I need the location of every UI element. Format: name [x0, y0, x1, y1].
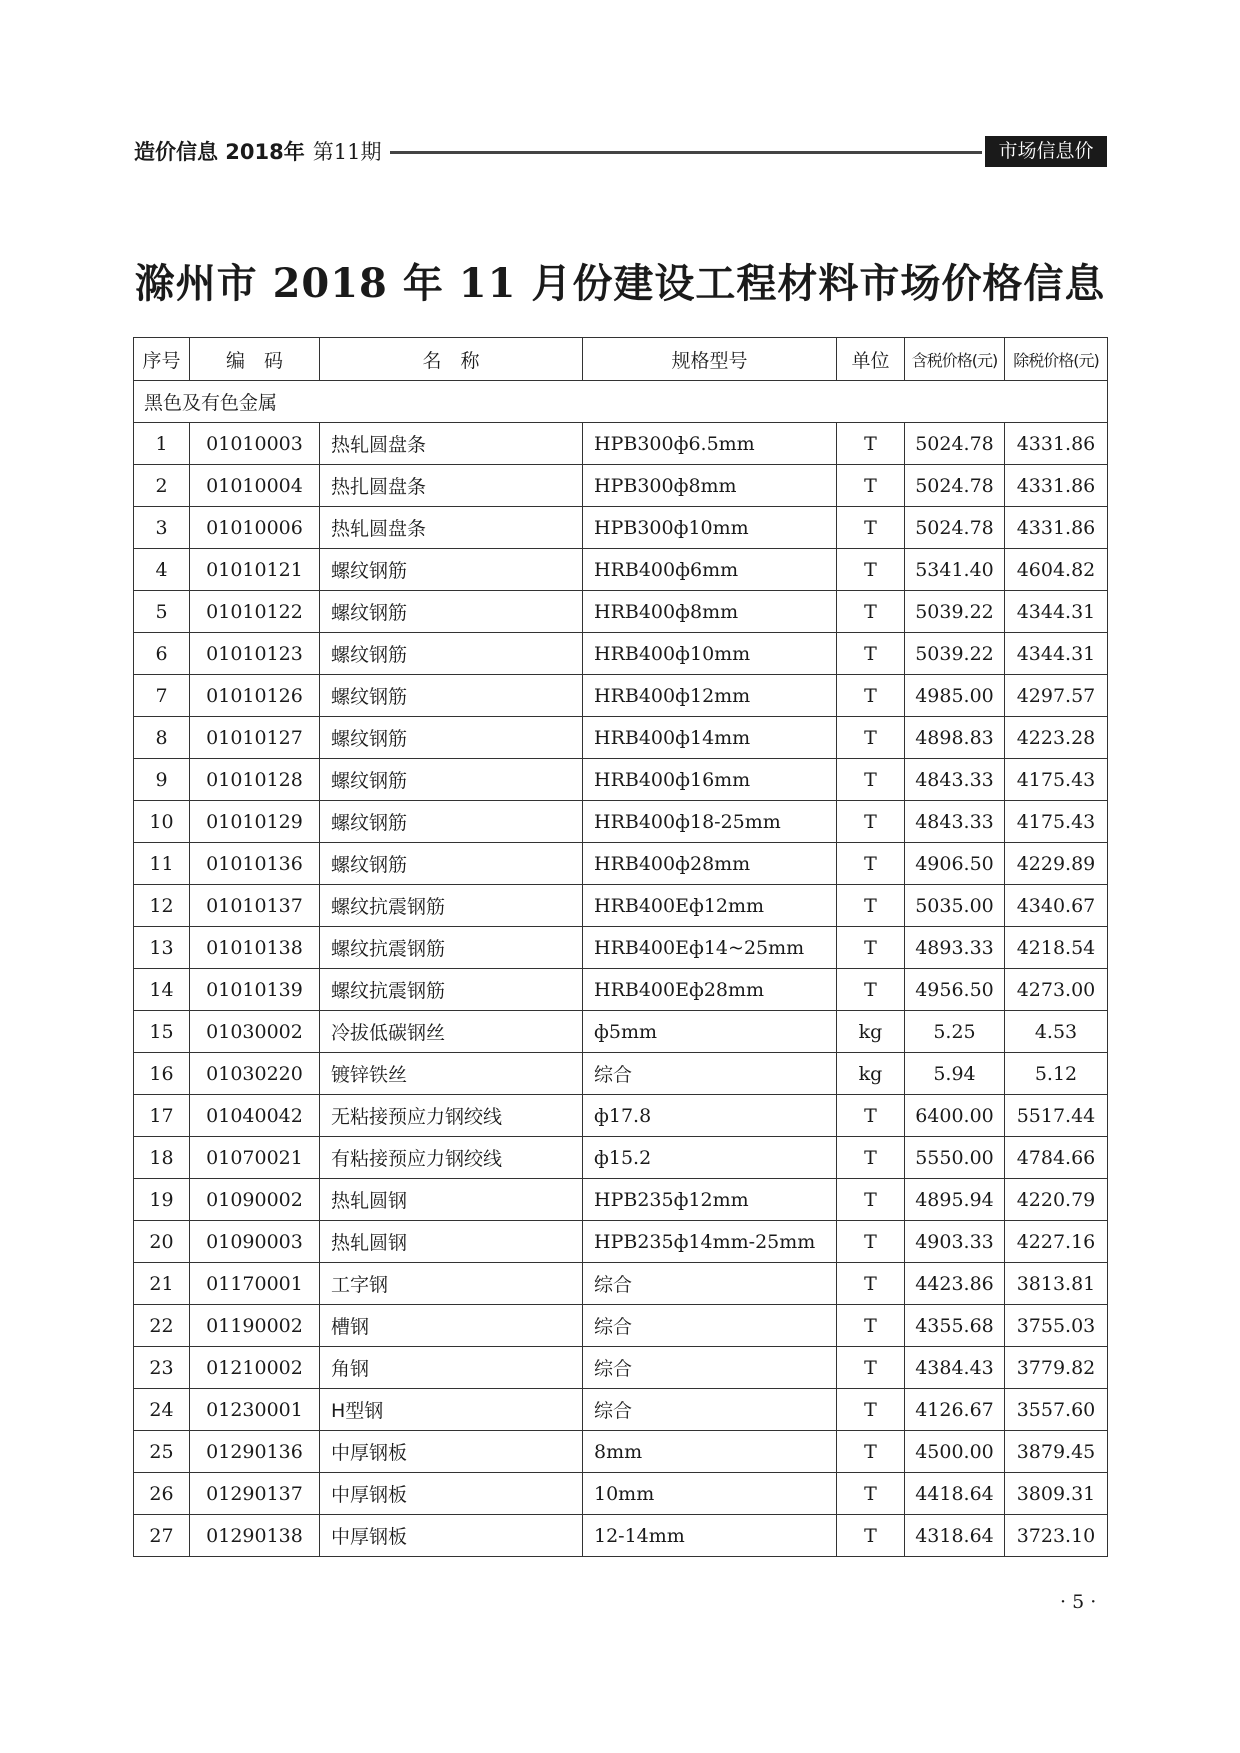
- row-index: 5: [134, 591, 190, 633]
- item-unit: T: [837, 549, 905, 591]
- item-name: 螺纹钢筋: [320, 759, 583, 801]
- item-spec: 综合: [583, 1347, 837, 1389]
- item-unit: T: [837, 423, 905, 465]
- table-row: [134, 885, 1108, 927]
- item-unit: T: [837, 1347, 905, 1389]
- price-with-tax: 6400.00: [905, 1095, 1005, 1137]
- item-name: 螺纹钢筋: [320, 633, 583, 675]
- price-with-tax: 4843.33: [905, 801, 1005, 843]
- row-index: 18: [134, 1137, 190, 1179]
- item-name: 热轧圆盘条: [320, 507, 583, 549]
- price-without-tax: 4331.86: [1005, 507, 1108, 549]
- item-code: 01290136: [190, 1431, 320, 1473]
- item-unit: T: [837, 969, 905, 1011]
- price-with-tax: 4893.33: [905, 927, 1005, 969]
- item-spec: HRB400ф16mm: [583, 759, 837, 801]
- table-row: [134, 1221, 1108, 1263]
- page-number: · 5 ·: [1060, 1591, 1097, 1613]
- price-with-tax: 4384.43: [905, 1347, 1005, 1389]
- item-unit: T: [837, 1179, 905, 1221]
- price-without-tax: 5.12: [1005, 1053, 1108, 1095]
- item-spec: HRB400ф6mm: [583, 549, 837, 591]
- table-row: [134, 591, 1108, 633]
- price-without-tax: 4220.79: [1005, 1179, 1108, 1221]
- row-index: 21: [134, 1263, 190, 1305]
- item-name: 槽钢: [320, 1305, 583, 1347]
- item-code: 01210002: [190, 1347, 320, 1389]
- item-unit: T: [837, 1263, 905, 1305]
- item-name: 无粘接预应力钢绞线: [320, 1095, 583, 1137]
- row-index: 24: [134, 1389, 190, 1431]
- item-name: 螺纹钢筋: [320, 591, 583, 633]
- section-badge: 市场信息价: [985, 136, 1107, 167]
- item-spec: HRB400ф8mm: [583, 591, 837, 633]
- item-name: 角钢: [320, 1347, 583, 1389]
- item-code: 01010004: [190, 465, 320, 507]
- item-unit: T: [837, 927, 905, 969]
- col-header: 编 码: [190, 338, 320, 381]
- table-row: [134, 1473, 1108, 1515]
- price-with-tax: 4903.33: [905, 1221, 1005, 1263]
- issue-number: 第11期: [312, 140, 382, 164]
- item-name: 镀锌铁丝: [320, 1053, 583, 1095]
- col-header: 单位: [837, 338, 905, 381]
- price-without-tax: 3557.60: [1005, 1389, 1108, 1431]
- item-spec: 10mm: [583, 1473, 837, 1515]
- row-index: 2: [134, 465, 190, 507]
- price-with-tax: 5550.00: [905, 1137, 1005, 1179]
- item-code: 01170001: [190, 1263, 320, 1305]
- price-with-tax: 4956.50: [905, 969, 1005, 1011]
- item-spec: HPB300ф6.5mm: [583, 423, 837, 465]
- item-spec: HRB400Eф14~25mm: [583, 927, 837, 969]
- price-without-tax: 3723.10: [1005, 1515, 1108, 1557]
- item-spec: ф15.2: [583, 1137, 837, 1179]
- item-spec: HPB235ф14mm-25mm: [583, 1221, 837, 1263]
- item-spec: ф17.8: [583, 1095, 837, 1137]
- item-name: 螺纹钢筋: [320, 675, 583, 717]
- row-index: 6: [134, 633, 190, 675]
- item-unit: T: [837, 1095, 905, 1137]
- item-unit: T: [837, 591, 905, 633]
- table-row: [134, 633, 1108, 675]
- item-unit: T: [837, 465, 905, 507]
- price-without-tax: 3879.45: [1005, 1431, 1108, 1473]
- table-row: [134, 969, 1108, 1011]
- price-with-tax: 4906.50: [905, 843, 1005, 885]
- price-without-tax: 4.53: [1005, 1011, 1108, 1053]
- price-with-tax: 5035.00: [905, 885, 1005, 927]
- item-name: 工字钢: [320, 1263, 583, 1305]
- item-spec: HRB400Eф12mm: [583, 885, 837, 927]
- item-code: 01010006: [190, 507, 320, 549]
- item-unit: T: [837, 1137, 905, 1179]
- table-row: [134, 1263, 1108, 1305]
- item-code: 01010121: [190, 549, 320, 591]
- item-code: 01010137: [190, 885, 320, 927]
- row-index: 8: [134, 717, 190, 759]
- row-index: 14: [134, 969, 190, 1011]
- item-spec: HRB400ф12mm: [583, 675, 837, 717]
- item-code: 01290137: [190, 1473, 320, 1515]
- item-unit: T: [837, 1389, 905, 1431]
- item-spec: HPB235ф12mm: [583, 1179, 837, 1221]
- table-row: [134, 801, 1108, 843]
- row-index: 7: [134, 675, 190, 717]
- item-code: 01040042: [190, 1095, 320, 1137]
- table-row: [134, 1515, 1108, 1557]
- price-without-tax: 4229.89: [1005, 843, 1108, 885]
- item-spec: 综合: [583, 1263, 837, 1305]
- table-row: [134, 1095, 1108, 1137]
- price-without-tax: 4784.66: [1005, 1137, 1108, 1179]
- item-spec: HRB400ф18-25mm: [583, 801, 837, 843]
- item-code: 01010003: [190, 423, 320, 465]
- item-unit: T: [837, 1473, 905, 1515]
- col-header: 名 称: [320, 338, 583, 381]
- item-code: 01090002: [190, 1179, 320, 1221]
- table-row: [134, 843, 1108, 885]
- item-unit: T: [837, 1431, 905, 1473]
- item-name: 冷拔低碳钢丝: [320, 1011, 583, 1053]
- item-code: 01090003: [190, 1221, 320, 1263]
- price-without-tax: 3779.82: [1005, 1347, 1108, 1389]
- table-row: [134, 1389, 1108, 1431]
- item-name: 热轧圆盘条: [320, 423, 583, 465]
- price-with-tax: 4126.67: [905, 1389, 1005, 1431]
- price-with-tax: 5341.40: [905, 549, 1005, 591]
- price-with-tax: 5039.22: [905, 591, 1005, 633]
- table-row: [134, 423, 1108, 465]
- row-index: 26: [134, 1473, 190, 1515]
- item-name: 螺纹抗震钢筋: [320, 969, 583, 1011]
- item-code: 01010139: [190, 969, 320, 1011]
- table-row: [134, 1179, 1108, 1221]
- item-spec: 8mm: [583, 1431, 837, 1473]
- item-code: 01010123: [190, 633, 320, 675]
- table-row: [134, 1137, 1108, 1179]
- row-index: 15: [134, 1011, 190, 1053]
- item-spec: HPB300ф8mm: [583, 465, 837, 507]
- price-with-tax: 4318.64: [905, 1515, 1005, 1557]
- table-row: [134, 1053, 1108, 1095]
- header-rule: [390, 151, 982, 154]
- price-without-tax: 4344.31: [1005, 633, 1108, 675]
- item-spec: 12-14mm: [583, 1515, 837, 1557]
- item-spec: 综合: [583, 1389, 837, 1431]
- item-name: 热轧圆钢: [320, 1179, 583, 1221]
- col-header: 规格型号: [583, 338, 837, 381]
- item-code: 01030002: [190, 1011, 320, 1053]
- item-name: 螺纹抗震钢筋: [320, 885, 583, 927]
- price-with-tax: 4898.83: [905, 717, 1005, 759]
- item-code: 01290138: [190, 1515, 320, 1557]
- item-name: 螺纹钢筋: [320, 801, 583, 843]
- price-with-tax: 4418.64: [905, 1473, 1005, 1515]
- table-row: [134, 465, 1108, 507]
- item-spec: HRB400ф10mm: [583, 633, 837, 675]
- price-table: [133, 337, 1108, 1557]
- table-row: [134, 507, 1108, 549]
- item-name: 热扎圆盘条: [320, 465, 583, 507]
- row-index: 22: [134, 1305, 190, 1347]
- item-code: 01010129: [190, 801, 320, 843]
- item-spec: 综合: [583, 1305, 837, 1347]
- item-code: 01010136: [190, 843, 320, 885]
- price-without-tax: 4223.28: [1005, 717, 1108, 759]
- row-index: 17: [134, 1095, 190, 1137]
- item-unit: T: [837, 1305, 905, 1347]
- item-code: 01010127: [190, 717, 320, 759]
- price-with-tax: 4500.00: [905, 1431, 1005, 1473]
- row-index: 3: [134, 507, 190, 549]
- row-index: 12: [134, 885, 190, 927]
- price-with-tax: 5024.78: [905, 465, 1005, 507]
- col-header: 含税价格(元): [905, 338, 1005, 381]
- row-index: 9: [134, 759, 190, 801]
- item-code: 01010138: [190, 927, 320, 969]
- item-code: 01010128: [190, 759, 320, 801]
- row-index: 11: [134, 843, 190, 885]
- col-header: 除税价格(元): [1005, 338, 1108, 381]
- item-name: 中厚钢板: [320, 1431, 583, 1473]
- row-index: 4: [134, 549, 190, 591]
- item-unit: T: [837, 801, 905, 843]
- item-name: 螺纹钢筋: [320, 843, 583, 885]
- table-row: [134, 549, 1108, 591]
- item-name: 螺纹抗震钢筋: [320, 927, 583, 969]
- item-spec: 综合: [583, 1053, 837, 1095]
- item-unit: T: [837, 717, 905, 759]
- price-with-tax: 5.94: [905, 1053, 1005, 1095]
- table-row: [134, 927, 1108, 969]
- table-row: [134, 1305, 1108, 1347]
- price-without-tax: 4227.16: [1005, 1221, 1108, 1263]
- item-spec: HPB300ф10mm: [583, 507, 837, 549]
- col-header: 序号: [134, 338, 190, 381]
- item-name: 热轧圆钢: [320, 1221, 583, 1263]
- item-unit: T: [837, 759, 905, 801]
- table-row: [134, 675, 1108, 717]
- table-row: [134, 1431, 1108, 1473]
- row-index: 27: [134, 1515, 190, 1557]
- price-with-tax: 4895.94: [905, 1179, 1005, 1221]
- item-spec: ф5mm: [583, 1011, 837, 1053]
- table-row: [134, 1347, 1108, 1389]
- item-unit: T: [837, 507, 905, 549]
- item-name: 螺纹钢筋: [320, 717, 583, 759]
- item-code: 01010126: [190, 675, 320, 717]
- item-spec: HRB400Eф28mm: [583, 969, 837, 1011]
- table-header-row: [134, 338, 1108, 381]
- price-with-tax: 5024.78: [905, 423, 1005, 465]
- category-row: [134, 381, 1108, 423]
- row-index: 20: [134, 1221, 190, 1263]
- row-index: 13: [134, 927, 190, 969]
- row-index: 25: [134, 1431, 190, 1473]
- table-row: [134, 717, 1108, 759]
- table-row: [134, 1011, 1108, 1053]
- price-without-tax: 4331.86: [1005, 465, 1108, 507]
- price-without-tax: 3755.03: [1005, 1305, 1108, 1347]
- table-row: [134, 759, 1108, 801]
- item-unit: kg: [837, 1053, 905, 1095]
- price-without-tax: 4297.57: [1005, 675, 1108, 717]
- price-with-tax: 4843.33: [905, 759, 1005, 801]
- price-without-tax: 4340.67: [1005, 885, 1108, 927]
- page-title: 滁州市 2018 年 11 月份建设工程材料市场价格信息: [134, 260, 1106, 307]
- price-without-tax: 5517.44: [1005, 1095, 1108, 1137]
- item-code: 01070021: [190, 1137, 320, 1179]
- item-spec: HRB400ф14mm: [583, 717, 837, 759]
- item-unit: T: [837, 843, 905, 885]
- item-code: 01010122: [190, 591, 320, 633]
- price-with-tax: 4985.00: [905, 675, 1005, 717]
- price-with-tax: 4423.86: [905, 1263, 1005, 1305]
- price-with-tax: 5024.78: [905, 507, 1005, 549]
- item-name: 中厚钢板: [320, 1473, 583, 1515]
- item-unit: T: [837, 885, 905, 927]
- item-code: 01030220: [190, 1053, 320, 1095]
- price-without-tax: 4175.43: [1005, 801, 1108, 843]
- price-without-tax: 4344.31: [1005, 591, 1108, 633]
- price-with-tax: 4355.68: [905, 1305, 1005, 1347]
- item-name: 螺纹钢筋: [320, 549, 583, 591]
- item-unit: T: [837, 1221, 905, 1263]
- category-label: 黑色及有色金属: [134, 381, 1108, 423]
- item-code: 01190002: [190, 1305, 320, 1347]
- price-without-tax: 3813.81: [1005, 1263, 1108, 1305]
- item-name: 中厚钢板: [320, 1515, 583, 1557]
- row-index: 19: [134, 1179, 190, 1221]
- item-name: 有粘接预应力钢绞线: [320, 1137, 583, 1179]
- item-unit: kg: [837, 1011, 905, 1053]
- row-index: 1: [134, 423, 190, 465]
- item-spec: HRB400ф28mm: [583, 843, 837, 885]
- price-with-tax: 5039.22: [905, 633, 1005, 675]
- item-unit: T: [837, 633, 905, 675]
- row-index: 16: [134, 1053, 190, 1095]
- price-without-tax: 4331.86: [1005, 423, 1108, 465]
- price-without-tax: 4273.00: [1005, 969, 1108, 1011]
- row-index: 10: [134, 801, 190, 843]
- price-without-tax: 4218.54: [1005, 927, 1108, 969]
- row-index: 23: [134, 1347, 190, 1389]
- price-with-tax: 5.25: [905, 1011, 1005, 1053]
- item-unit: T: [837, 1515, 905, 1557]
- item-unit: T: [837, 675, 905, 717]
- price-without-tax: 4175.43: [1005, 759, 1108, 801]
- item-code: 01230001: [190, 1389, 320, 1431]
- price-without-tax: 3809.31: [1005, 1473, 1108, 1515]
- price-without-tax: 4604.82: [1005, 549, 1108, 591]
- running-header: [134, 136, 382, 166]
- item-name: H型钢: [320, 1389, 583, 1431]
- journal-name: 造价信息 2018年: [134, 140, 305, 164]
